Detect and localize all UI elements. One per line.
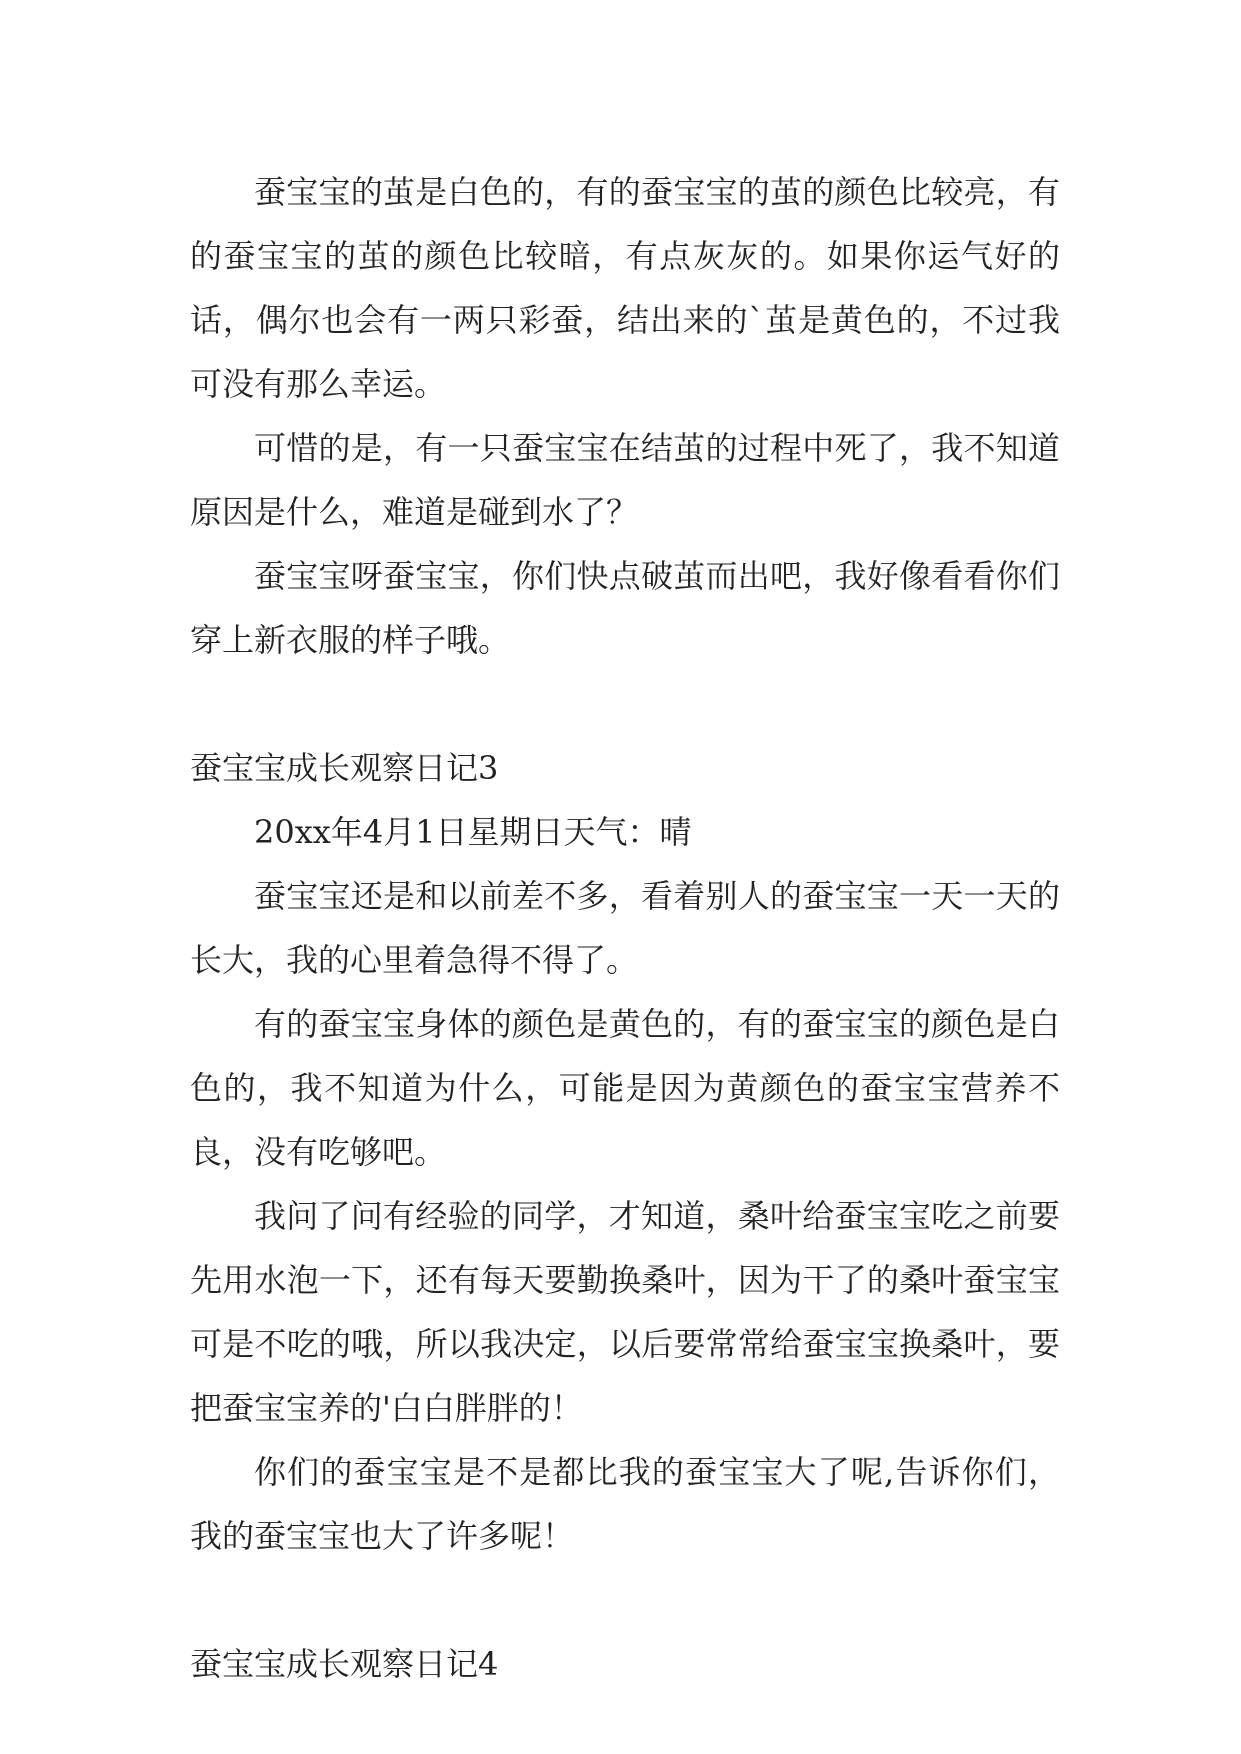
section-heading: 蚕宝宝成长观察日记3 [190,749,499,787]
paragraph: 蚕宝宝的茧是白色的，有的蚕宝宝的茧的颜色比较亮，有的蚕宝宝的茧的颜色比较暗，有点灰灰的。如果你运气好的话，偶尔也会有一两只彩蚕，结出来的`茧是黄色的，不过我可没有那么幸运。 [190,173,1060,403]
paragraph: 可惜的是，有一只蚕宝宝在结茧的过程中死了，我不知道原因是什么，难道是碰到水了？ [190,429,1060,531]
paragraph: 蚕宝宝还是和以前差不多，看着别人的蚕宝宝一天一天的长大，我的心里着急得不得了。 [190,877,1060,979]
paragraph: 我问了问有经验的同学，才知道，桑叶给蚕宝宝吃之前要先用水泡一下，还有每天要勤换桑叶，因为干了的桑叶蚕宝宝可是不吃的哦，所以我决定，以后要常常给蚕宝宝换桑叶，要把蚕宝宝养的'白白胖胖的！ [190,1197,1060,1427]
section-spacer [190,672,1060,736]
paragraph: 蚕宝宝呀蚕宝宝，你们快点破茧而出吧，我好像看看你们穿上新衣服的样子哦。 [190,557,1060,659]
paragraph: 你们的蚕宝宝是不是都比我的蚕宝宝大了呢,告诉你们，我的蚕宝宝也大了许多呢！ [190,1453,1060,1555]
section-spacer [190,1568,1060,1632]
document-body [190,160,1060,1696]
section-heading: 蚕宝宝成长观察日记4 [190,1645,499,1683]
paragraph: 有的蚕宝宝身体的颜色是黄色的，有的蚕宝宝的颜色是白色的，我不知道为什么，可能是因为黄颜色的蚕宝宝营养不良，没有吃够吧。 [190,1005,1060,1171]
date-weather-line: 20xx年4月1日星期日天气：晴 [254,813,692,851]
